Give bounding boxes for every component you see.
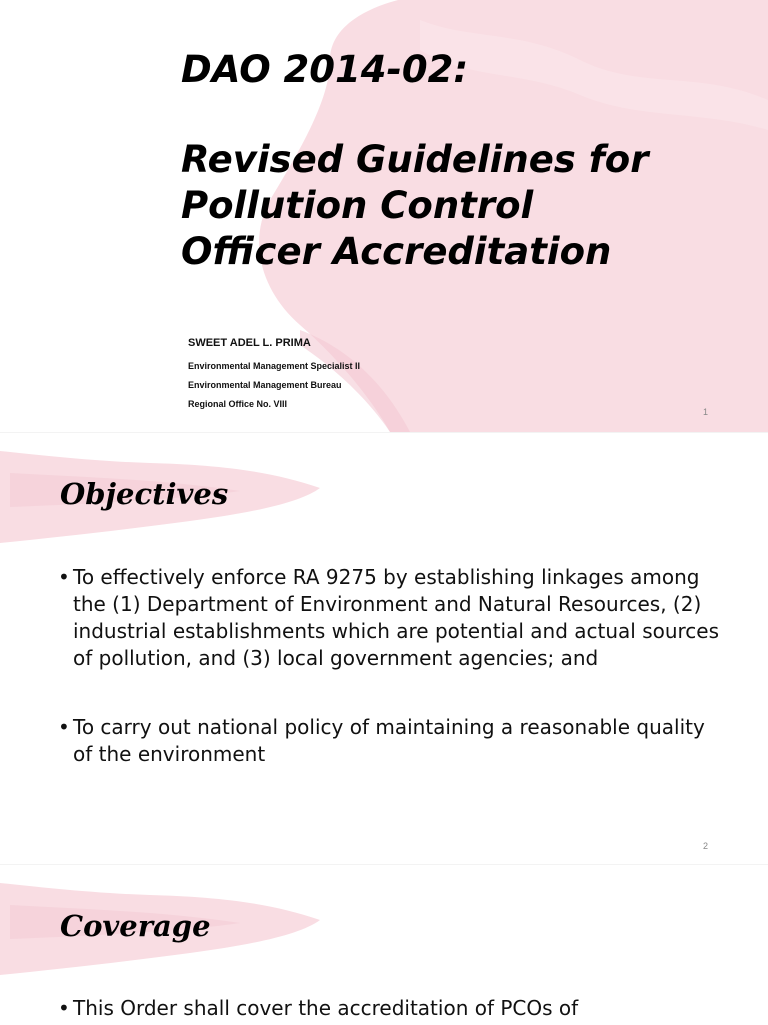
list-item <box>58 714 730 768</box>
bullet-icon: • <box>58 565 70 589</box>
section-heading: Objectives <box>60 477 229 511</box>
page-number: 1 <box>702 407 708 417</box>
title-line-4: Officer Accreditation <box>181 230 612 273</box>
title-line-2: Revised Guidelines for <box>181 138 649 181</box>
bullet-icon: • <box>58 715 70 739</box>
bullet-list <box>58 564 730 768</box>
bullet-text: To effectively enforce RA 9275 by establishing linkages among the (1) Department of Environment and Natural Resources, (2) industrial establishments which are potential and actual sources of pollution, and (3) local government agencies; and <box>73 565 720 670</box>
slide-3 <box>0 864 768 1025</box>
section-heading: Coverage <box>60 909 211 943</box>
presenter-title: Environmental Management Specialist II <box>188 361 361 371</box>
list-item <box>58 995 730 1022</box>
bullet-icon: • <box>58 996 70 1020</box>
presenter-bureau: Environmental Management Bureau <box>188 380 342 390</box>
presenter-name: SWEET ADEL L. PRIMA <box>188 337 311 349</box>
slide-2 <box>0 432 768 865</box>
title-line-1: DAO 2014-02: <box>181 48 469 91</box>
bullet-list <box>58 995 730 1022</box>
page-number: 2 <box>702 841 708 851</box>
presenter-office: Regional Office No. VIII <box>188 399 288 409</box>
bullet-text: To carry out national policy of maintaining a reasonable quality of the environment <box>73 715 705 766</box>
slide-1 <box>0 0 768 432</box>
list-item <box>58 564 730 672</box>
title-line-3: Pollution Control <box>181 184 534 227</box>
bullet-text: This Order shall cover the accreditation of PCOs of <box>73 996 579 1020</box>
